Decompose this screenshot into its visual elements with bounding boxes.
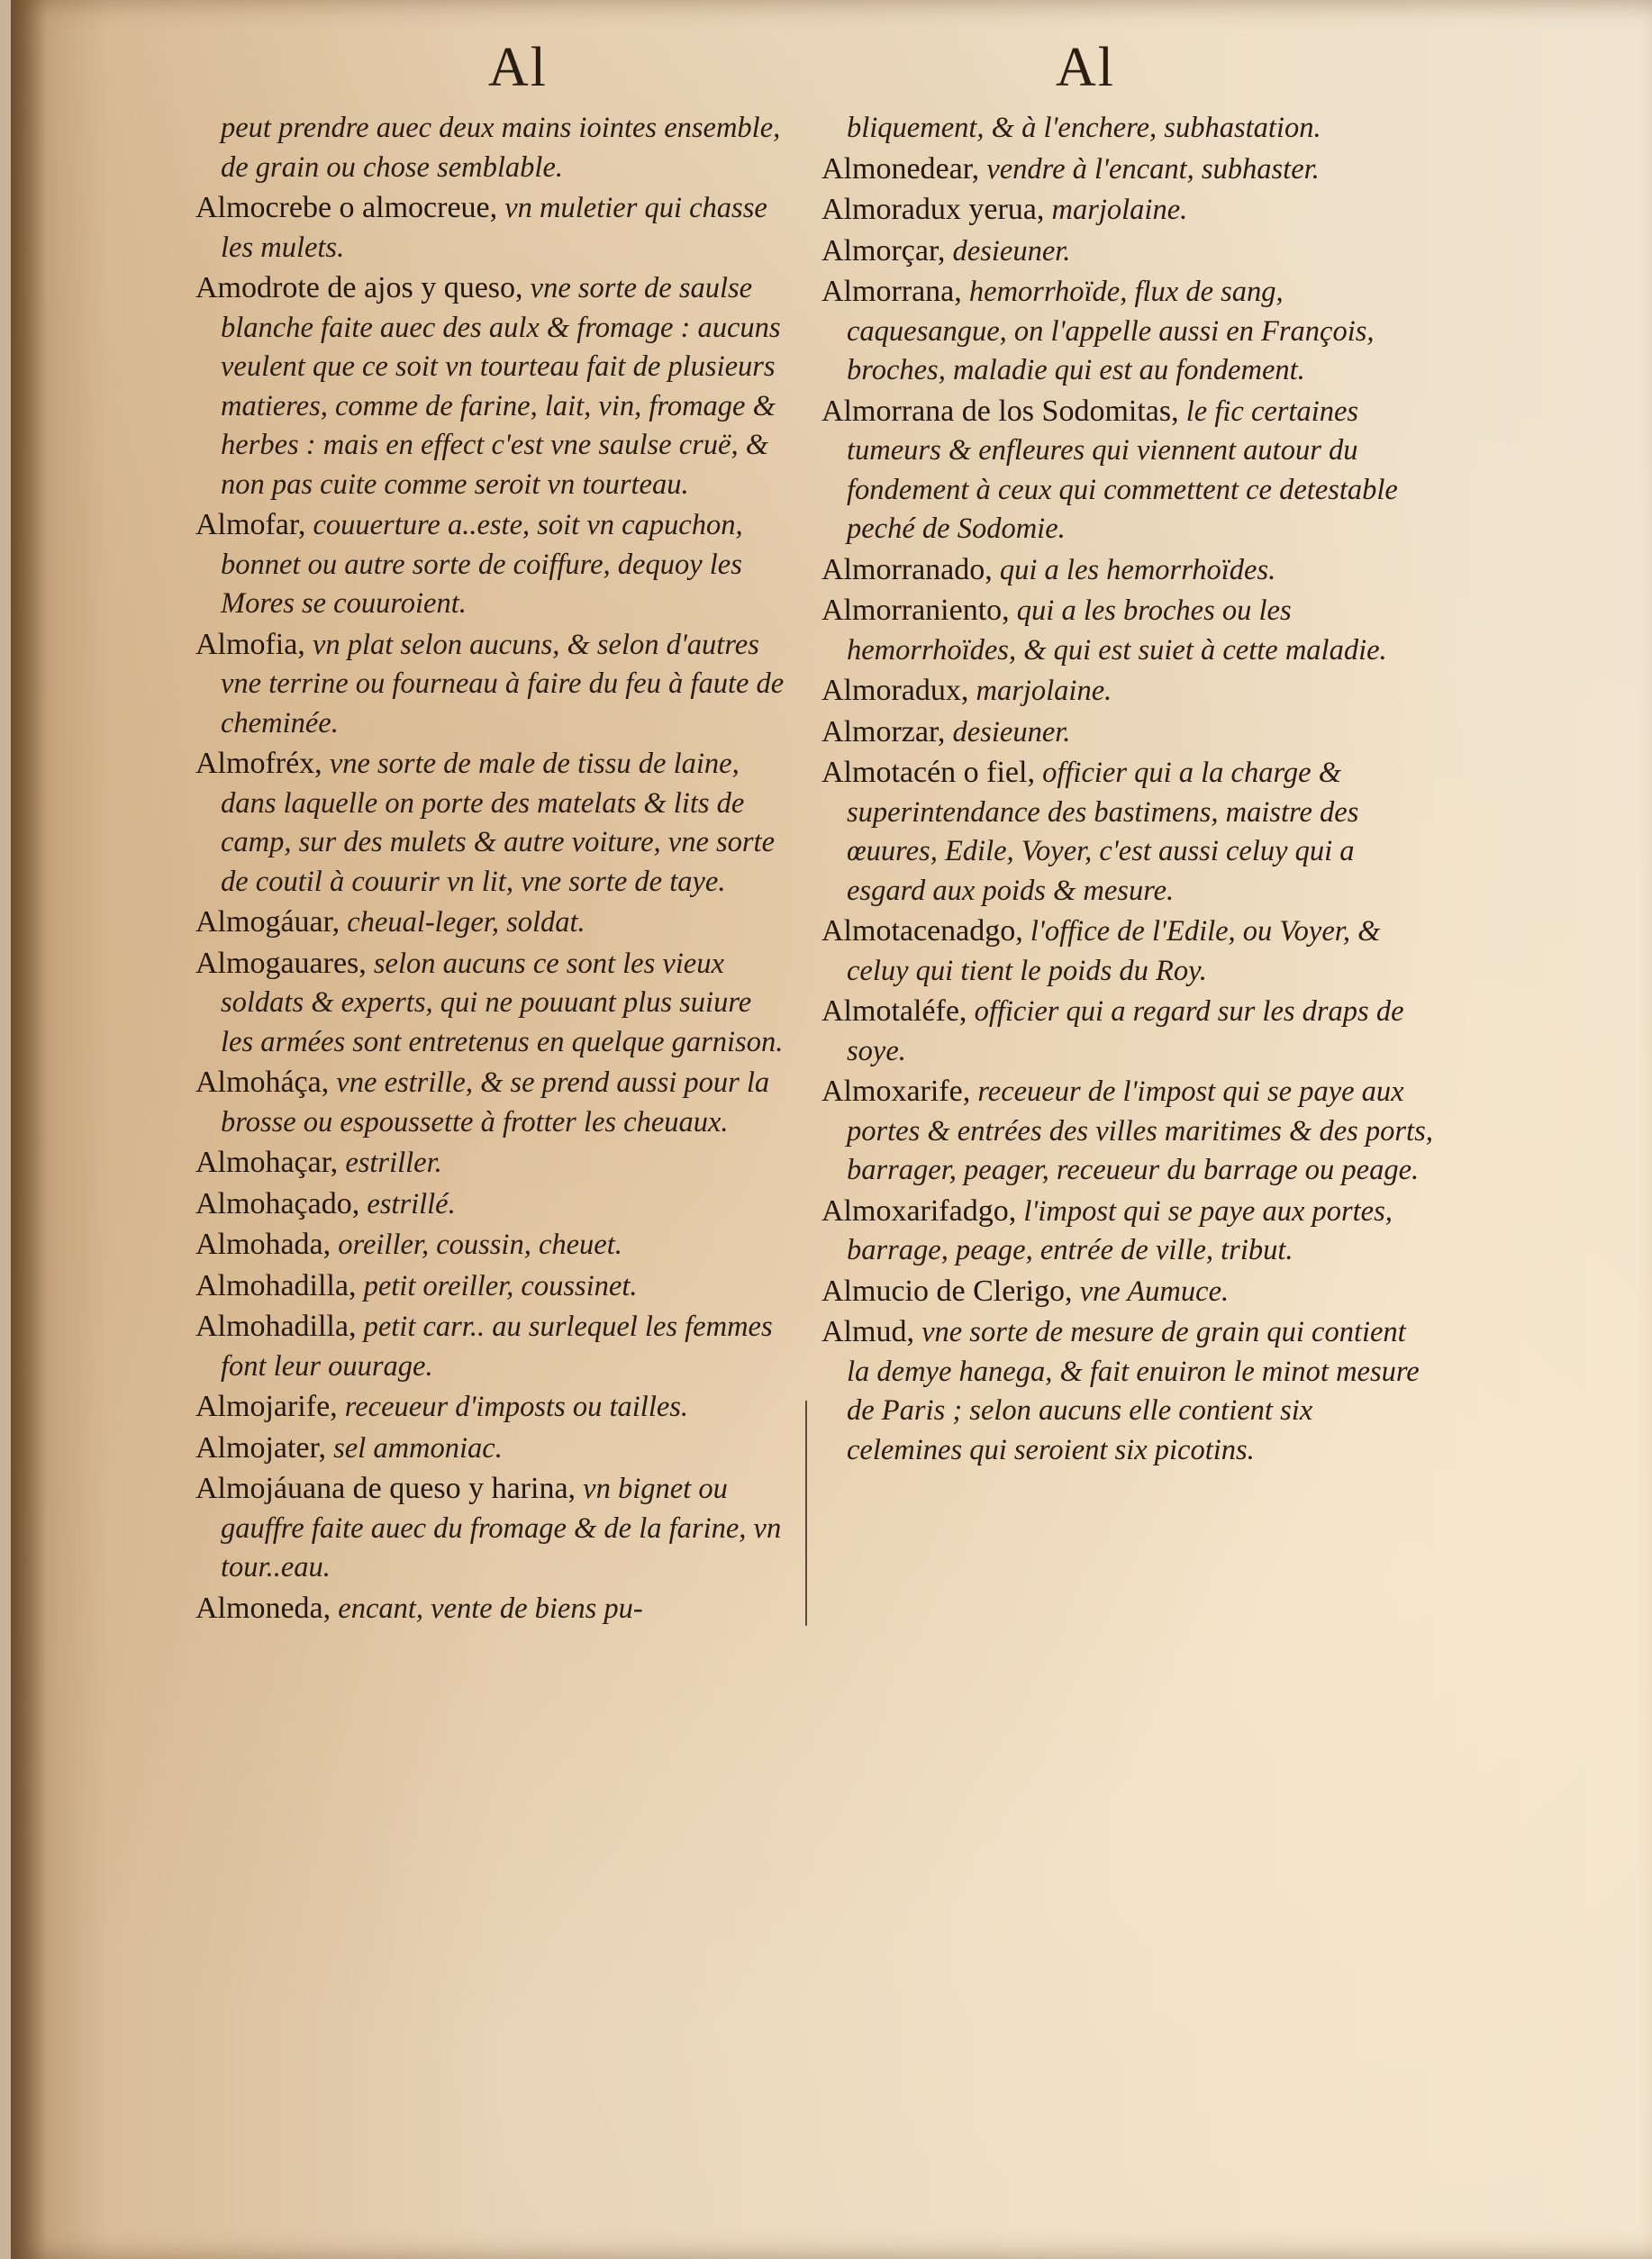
entry-definition: qui a les broches ou les hemorrhoïdes, & qui est suiet à cette maladie. [847,594,1387,667]
entry-headword: Almofréx, [195,747,322,780]
entry-headword: Almoneda, [195,1591,331,1625]
entry-definition: encant, vente de biens pu- [331,1592,643,1625]
dictionary-entry [821,550,1434,590]
entry-definition: vn muletier qui chasse les mulets. [221,192,767,264]
entry-definition: vne sorte de mesure de grain qui contient la demye hanega, & fait enuiron le minot mesure de Paris ; selon aucuns elle contient six celemines qui seroient six picotins. [847,1316,1420,1466]
entry-definition: cheual-leger, soldat. [340,906,585,939]
entry-definition: petit carr.. au surlequel les femmes font leur ouurage. [221,1311,773,1383]
dictionary-entry [821,108,1434,148]
dictionary-entry [821,912,1434,990]
entry-headword: Almofia, [195,627,305,661]
dictionary-entry [821,1312,1434,1469]
dictionary-entry [195,1063,790,1141]
dictionary-entry [821,712,1434,752]
dictionary-entry [195,1225,790,1265]
entry-definition: desieuner. [945,715,1071,748]
entry-headword: Amodrote de ajos y queso, [195,271,523,304]
dictionary-entry [821,231,1434,271]
entry-definition: vne sorte de saulse blanche faite auec des aulx & fromage : aucuns veulent que ce soit vn tourteau fait de plusieurs matieres, comme de farine, lait, vin, fromage & herbes : mais en effect c'est vne saulse cruë, & non pas cuite comme seroit vn tourteau. [221,272,781,501]
dictionary-entry [821,272,1434,390]
dictionary-entry [195,1184,790,1224]
dictionary-entry [195,944,790,1062]
entry-headword: Almogauares, [195,946,367,980]
entry-headword: Almoradux, [821,674,969,707]
entry-definition: vne Aumuce. [1072,1275,1230,1308]
entry-headword: Almud, [821,1315,914,1348]
entry-headword: Almohaçar, [195,1146,339,1179]
entry-definition: hemorrhoïde, flux de sang, caquesangue, on l'appelle aussi en François, broches, maladie qui est au fondement. [847,276,1375,386]
dictionary-entry [821,671,1434,711]
entry-headword: Almorrana de los Sodomitas, [821,394,1179,428]
entry-definition: bliquement, & à l'enchere, subhastation. [847,112,1321,144]
dictionary-entry [195,108,790,186]
dictionary-entry [195,1429,790,1468]
running-head-left: Al [488,37,548,98]
dictionary-entry [821,753,1434,910]
entry-definition: couuerture a..este, soit vn capuchon, bonnet ou autre sorte de coiffure, dequoy les Mores se couuroient. [221,509,743,620]
entry-definition: l'impost qui se paye aux portes, barrage, peage, entrée de ville, tribut. [847,1194,1393,1266]
entry-headword: Almojarife, [195,1390,338,1423]
entry-definition: receueur d'imposts ou tailles. [337,1391,689,1423]
dictionary-entry [195,625,790,743]
entry-headword: Almoradux yerua, [821,193,1045,226]
entry-headword: Almoxarifadgo, [821,1193,1017,1228]
entry-headword: Almotaléfe, [821,994,967,1028]
entry-headword: Almofar, [195,508,306,541]
entry-definition: vn plat selon aucuns, & selon d'autres vne terrine ou fourneau à faire du feu à faute de cheminée. [221,628,785,739]
entry-headword: Almojáuana de queso y harina, [195,1472,576,1505]
dictionary-entry [195,1387,790,1427]
column-divider [805,1401,807,1626]
entry-definition: officier qui a la charge & superintendance des bastimens, maistre des œuures, Edile, Voyer, c'est aussi celuy qui a esgard aux poids & mesure. [847,757,1359,907]
entry-definition: sel ammoniac. [325,1431,503,1465]
entry-definition: marjolaine. [968,675,1112,707]
right-column [821,108,1434,1471]
entry-definition: l'office de l'Edile, ou Voyer, & celuy qui tient le poids du Roy. [847,915,1381,987]
dictionary-entry [821,190,1434,230]
entry-headword: Almohada, [195,1228,331,1261]
entry-definition: estriller. [338,1147,442,1179]
entry-headword: Almoháça, [195,1066,330,1099]
entry-headword: Almohaçado, [195,1186,360,1220]
entry-definition: desieuner. [945,234,1071,268]
dictionary-entry [821,1272,1434,1311]
dictionary-entry [821,992,1434,1070]
entry-definition: marjolaine. [1044,194,1188,226]
entry-definition: le fic certaines tumeurs & enfleures qui viennent autour du fondement à ceux qui commettent ce detestable peché de Sodomie. [847,395,1398,545]
entry-headword: Almotacén o fiel, [821,756,1035,789]
dictionary-entry [821,150,1434,189]
dictionary-entry [195,1307,790,1385]
dictionary-entry [195,1469,790,1587]
dictionary-entry [195,903,790,942]
entry-headword: Almogáuar, [195,905,340,939]
dictionary-entry [195,1266,790,1306]
entry-headword: Almoxarife, [821,1075,971,1108]
dictionary-entry [195,268,790,504]
running-head-right: Al [1056,37,1115,98]
entry-headword: Almohadilla, [195,1268,357,1302]
entry-definition: vne sorte de male de tissu de laine, dans laquelle on porte des matelats & lits de camp, sur des mulets & autre voiture, vne sorte de coutil à couurir vn lit, vne sorte de taye. [221,748,775,898]
entry-definition: vendre à l'encant, subhaster. [979,152,1320,186]
entry-definition: selon aucuns ce sont les vieux soldats & experts, qui ne pouuant plus suiure les armées sont entretenus en quelque garnison. [221,947,784,1058]
dictionary-entry [195,1589,790,1628]
entry-headword: Almotacenadgo, [821,914,1023,948]
entry-headword: Almorrana, [821,275,962,308]
page-gutter-shadow [11,0,47,2259]
entry-definition: vn bignet ou gauffre faite auec du fromage & de la farine, vn tour..eau. [221,1473,782,1583]
left-column [195,108,790,1629]
entry-definition: officier qui a regard sur les draps de soye. [847,995,1404,1067]
entry-headword: Almohadilla, [195,1310,357,1343]
dictionary-entry [821,392,1434,549]
entry-headword: Almorzar, [821,714,946,748]
dictionary-entry [195,1143,790,1183]
entry-definition: receueur de l'impost qui se paye aux portes & entrées des villes maritimes & des ports, barrager, peager, receueur du barrage ou peage. [847,1075,1433,1186]
entry-definition: petit oreiller, coussinet. [356,1269,638,1302]
dictionary-entry [821,591,1434,669]
entry-headword: Almonedear, [821,151,980,186]
entry-definition: estrillé. [359,1187,456,1220]
entry-headword: Almorçar, [821,233,946,268]
entry-definition: peut prendre auec deux mains iointes ensemble, de grain ou chose semblable. [221,112,781,184]
dictionary-entry [195,505,790,623]
entry-definition: oreiller, coussin, cheuet. [331,1229,622,1261]
dictionary-entry [195,188,790,267]
entry-definition: qui a les hemorrhoïdes. [992,553,1276,586]
entry-definition: vne estrille, & se prend aussi pour la brosse ou espoussette à frotter les cheuaux. [221,1066,770,1139]
entry-headword: Almucio de Clerigo, [821,1274,1073,1308]
dictionary-entry [821,1192,1434,1270]
entry-headword: Almorraniento, [821,594,1010,627]
entry-headword: Almorranado, [821,552,993,586]
dictionary-entry [195,744,790,901]
dictionary-entry [821,1072,1434,1190]
dictionary-page [11,0,1652,2259]
entry-headword: Almocrebe o almocreue, [195,191,498,224]
entry-headword: Almojater, [195,1430,326,1465]
